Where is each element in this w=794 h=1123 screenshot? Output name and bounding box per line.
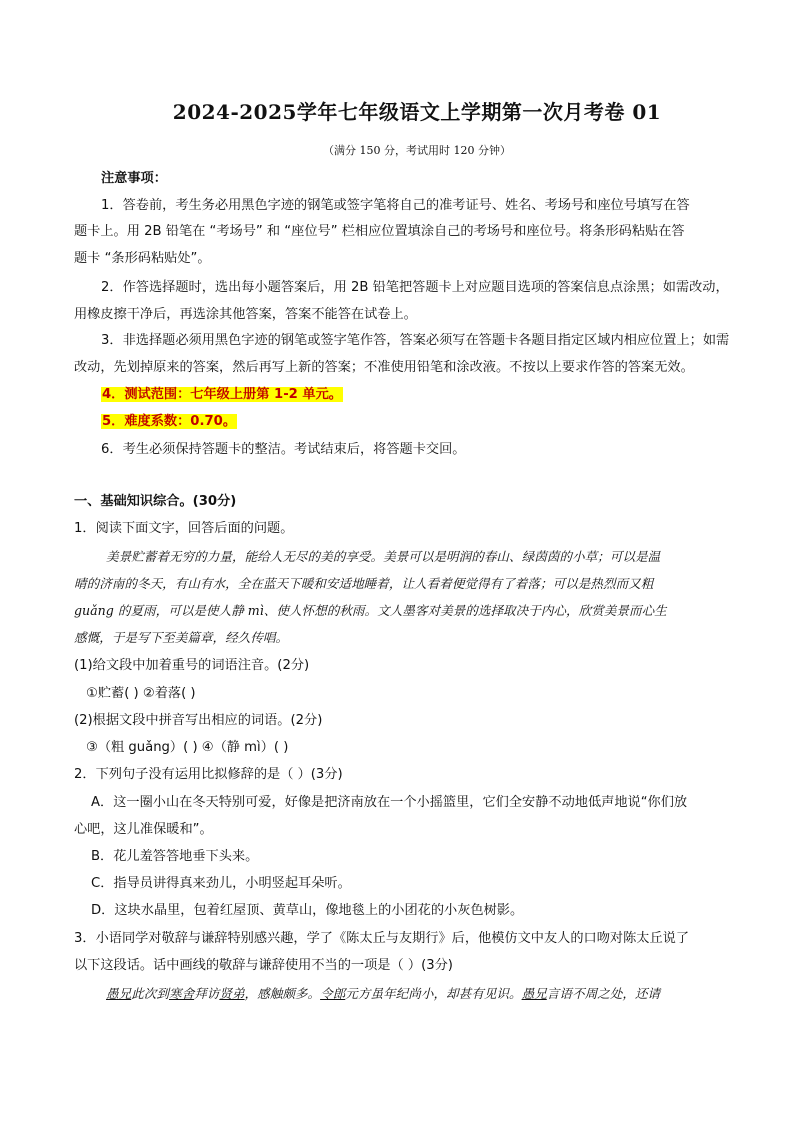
- section-1-heading: 一、基础知识综合。(30分): [74, 494, 237, 509]
- underlined-term-xiandi: 贤弟: [219, 986, 245, 1001]
- notice-item-1-line-2: 题卡上。用 2B 铅笔在 “考场号” 和 “座位号” 栏相应位置填涂自己的考场号和座位号。将条形码粘贴在答: [74, 224, 685, 239]
- question-1-sub-2: (2)根据文段中拼音写出相应的词语。(2分): [74, 713, 323, 728]
- question-1-sub-2-blanks[interactable]: ③（粗 guǎng）( ) ④（静 mì）( ): [86, 740, 289, 755]
- question-2-option-c[interactable]: C．指导员讲得真来劲儿，小明竖起耳朵听。: [91, 876, 351, 891]
- question-2-stem: 2．下列句子没有运用比拟修辞的是（ ）(3分): [74, 767, 343, 782]
- question-1-stem: 1．阅读下面文字，回答后面的问题。: [74, 521, 294, 536]
- question-2-option-d[interactable]: D．这块水晶里，包着红屋顶、黄草山，像地毯上的小团花的小灰色树影。: [91, 903, 524, 918]
- underlined-term-hanshe: 寒舍: [168, 986, 195, 1001]
- notice-item-5-highlight: 5．难度系数：0.70。: [102, 414, 237, 429]
- question-2-option-a-line-1[interactable]: A．这一圈小山在冬天特别可爱，好像是把济南放在一个小摇篮里，它们全安静不动地低声地说“你们放: [91, 795, 688, 810]
- notice-heading: 注意事项：: [101, 171, 167, 186]
- question-2-option-a-line-2: 心吧，这儿准保暖和”。: [74, 822, 213, 837]
- notice-item-2-line-1: 2．作答选择题时，选出每小题答案后，用 2B 铅笔把答题卡上对应题目选项的答案信息点涂黑；如需改动，: [101, 280, 729, 295]
- question-1-passage-line-4: 感慨，于是写下至美篇章，经久传唱。: [74, 630, 289, 645]
- notice-item-2-line-2: 用橡皮擦干净后，再选涂其他答案，答案不能答在试卷上。: [74, 307, 417, 322]
- question-2-option-b[interactable]: B．花儿羞答答地垂下头来。: [91, 849, 259, 864]
- page-title: 2024-2025学年七年级语文上学期第一次月考卷 01: [172, 100, 662, 124]
- question-1-passage-line-3: guǎng 的夏雨，可以是使人静 mì、使人怀想的秋雨。文人墨客对美景的选择取决于内心，欣赏美景而心生: [74, 603, 667, 618]
- notice-item-1-line-3: 题卡 “条形码粘贴处”。: [74, 251, 211, 266]
- notice-item-4-highlight: 4．测试范围：七年级上册第 1-2 单元。: [102, 387, 342, 402]
- notice-item-3-line-2: 改动，先划掉原来的答案，然后再写上新的答案；不准使用铅笔和涂改液。不按以上要求作答的答案无效。: [74, 360, 694, 375]
- underlined-term-linglang: 令郎: [320, 986, 346, 1001]
- question-1-passage-line-1: 美景贮蓄着无穷的力量，能给人无尽的美的享受。美景可以是明润的春山、绿茵茵的小草；可以是温: [106, 549, 661, 564]
- question-1-sub-1-blanks[interactable]: ①贮蓄( ) ②着落( ): [86, 686, 196, 701]
- notice-item-1-line-1: 1．答卷前，考生务必用黑色字迹的钢笔或签字笔将自己的准考证号、姓名、考场号和座位号填写在答: [101, 198, 690, 213]
- underlined-term-yuxiong-2: 愚兄: [521, 986, 547, 1001]
- underlined-term-yuxiong: 愚兄: [106, 986, 132, 1001]
- question-3-stem-line-2: 以下这段话。话中画线的敬辞与谦辞使用不当的一项是（ ）(3分): [74, 958, 453, 973]
- question-1-sub-1: (1)给文段中加着重号的词语注音。(2分): [74, 658, 310, 673]
- notice-item-6: 6．考生必须保持答题卡的整洁。考试结束后，将答题卡交回。: [101, 442, 466, 457]
- question-1-passage-line-2: 晴的济南的冬天，有山有水，全在蓝天下暖和安适地睡着，让人看着便觉得有了着落；可以是热烈而又粗: [74, 576, 654, 591]
- exam-subtitle: （满分 150 分，考试用时 120 分钟）: [323, 144, 511, 157]
- question-3-passage: 愚兄此次到寒舍拜访贤弟，感触颇多。令郎元方虽年纪尚小，却甚有见识。愚兄言语不周之处，还请: [106, 986, 661, 1001]
- notice-item-3-line-1: 3．非选择题必须用黑色字迹的钢笔或签字笔作答，答案必须写在答题卡各题目指定区域内相应位置上；如需: [101, 333, 730, 348]
- question-3-stem-line-1: 3．小语同学对敬辞与谦辞特别感兴趣，学了《陈太丘与友期行》后，他模仿文中友人的口吻对陈太丘说了: [74, 931, 690, 946]
